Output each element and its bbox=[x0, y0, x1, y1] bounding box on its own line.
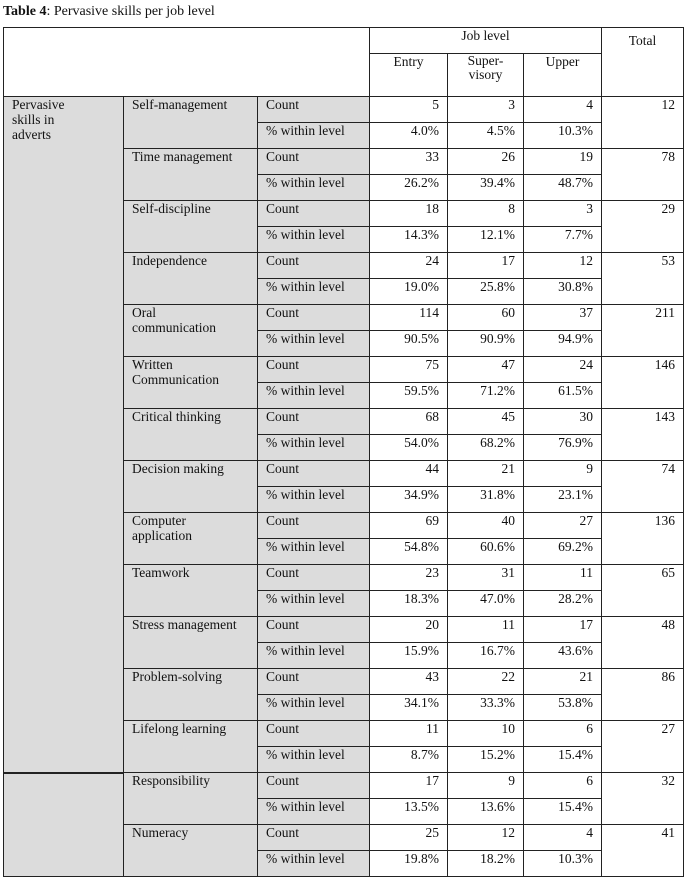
skill-label: Critical thinking bbox=[124, 409, 258, 461]
count-cell: 69 bbox=[370, 513, 448, 539]
count-cell: 75 bbox=[370, 357, 448, 383]
pct-cell: 18.3% bbox=[370, 591, 448, 617]
pct-cell: 69.2% bbox=[524, 539, 602, 565]
group-label bbox=[4, 773, 124, 877]
stat-label-count: Count bbox=[258, 513, 370, 539]
count-cell: 24 bbox=[524, 357, 602, 383]
pct-cell: 8.7% bbox=[370, 747, 448, 773]
header-level-upper: Upper bbox=[524, 54, 602, 97]
header-level-entry: Entry bbox=[370, 54, 448, 97]
total-cell: 146 bbox=[602, 357, 684, 409]
count-cell: 9 bbox=[524, 461, 602, 487]
stat-label-pct: % within level bbox=[258, 383, 370, 409]
count-cell: 68 bbox=[370, 409, 448, 435]
count-cell: 10 bbox=[448, 721, 524, 747]
pct-cell: 10.3% bbox=[524, 123, 602, 149]
count-cell: 43 bbox=[370, 669, 448, 695]
count-cell: 11 bbox=[524, 565, 602, 591]
pct-cell: 68.2% bbox=[448, 435, 524, 461]
pct-cell: 19.0% bbox=[370, 279, 448, 305]
table-body bbox=[4, 97, 684, 877]
stat-label-pct: % within level bbox=[258, 591, 370, 617]
count-cell: 4 bbox=[524, 825, 602, 851]
count-cell: 27 bbox=[524, 513, 602, 539]
stat-label-pct: % within level bbox=[258, 331, 370, 357]
skill-label: Problem-solving bbox=[124, 669, 258, 721]
caption-text: : Pervasive skills per job level bbox=[46, 4, 215, 19]
stat-label-pct: % within level bbox=[258, 123, 370, 149]
skills-table bbox=[3, 27, 684, 877]
total-cell: 53 bbox=[602, 253, 684, 305]
pct-cell: 90.5% bbox=[370, 331, 448, 357]
stat-label-pct: % within level bbox=[258, 643, 370, 669]
total-cell: 41 bbox=[602, 825, 684, 877]
total-cell: 74 bbox=[602, 461, 684, 513]
skill-label: Teamwork bbox=[124, 565, 258, 617]
pct-cell: 60.6% bbox=[448, 539, 524, 565]
pct-cell: 54.8% bbox=[370, 539, 448, 565]
count-cell: 45 bbox=[448, 409, 524, 435]
skill-label: Numeracy bbox=[124, 825, 258, 877]
total-cell: 136 bbox=[602, 513, 684, 565]
pct-cell: 48.7% bbox=[524, 175, 602, 201]
pct-cell: 15.4% bbox=[524, 799, 602, 825]
count-cell: 12 bbox=[448, 825, 524, 851]
stat-label-count: Count bbox=[258, 253, 370, 279]
pct-cell: 28.2% bbox=[524, 591, 602, 617]
skill-label: Self-discipline bbox=[124, 201, 258, 253]
pct-cell: 31.8% bbox=[448, 487, 524, 513]
pct-cell: 71.2% bbox=[448, 383, 524, 409]
count-cell: 60 bbox=[448, 305, 524, 331]
stat-label-count: Count bbox=[258, 721, 370, 747]
pct-cell: 43.6% bbox=[524, 643, 602, 669]
pct-cell: 61.5% bbox=[524, 383, 602, 409]
count-cell: 21 bbox=[448, 461, 524, 487]
stat-label-count: Count bbox=[258, 565, 370, 591]
pct-cell: 23.1% bbox=[524, 487, 602, 513]
pct-cell: 54.0% bbox=[370, 435, 448, 461]
total-cell: 211 bbox=[602, 305, 684, 357]
pct-cell: 7.7% bbox=[524, 227, 602, 253]
pct-cell: 4.0% bbox=[370, 123, 448, 149]
count-cell: 23 bbox=[370, 565, 448, 591]
pct-cell: 39.4% bbox=[448, 175, 524, 201]
count-cell: 3 bbox=[448, 97, 524, 123]
stat-label-pct: % within level bbox=[258, 227, 370, 253]
stat-label-count: Count bbox=[258, 357, 370, 383]
pct-cell: 47.0% bbox=[448, 591, 524, 617]
total-cell: 48 bbox=[602, 617, 684, 669]
group-label: Pervasive skills in adverts bbox=[4, 97, 124, 773]
count-cell: 4 bbox=[524, 97, 602, 123]
table-caption bbox=[3, 3, 215, 21]
count-cell: 5 bbox=[370, 97, 448, 123]
stat-label-pct: % within level bbox=[258, 799, 370, 825]
total-cell: 86 bbox=[602, 669, 684, 721]
header-total: Total bbox=[602, 28, 684, 97]
count-cell: 47 bbox=[448, 357, 524, 383]
count-cell: 17 bbox=[448, 253, 524, 279]
count-cell: 24 bbox=[370, 253, 448, 279]
stat-label-count: Count bbox=[258, 669, 370, 695]
stat-label-pct: % within level bbox=[258, 695, 370, 721]
stat-label-pct: % within level bbox=[258, 851, 370, 877]
stat-label-pct: % within level bbox=[258, 747, 370, 773]
count-cell: 22 bbox=[448, 669, 524, 695]
count-cell: 11 bbox=[370, 721, 448, 747]
pct-cell: 15.2% bbox=[448, 747, 524, 773]
count-cell: 40 bbox=[448, 513, 524, 539]
header-row-1 bbox=[4, 28, 684, 54]
stat-label-pct: % within level bbox=[258, 279, 370, 305]
count-cell: 11 bbox=[448, 617, 524, 643]
pct-cell: 30.8% bbox=[524, 279, 602, 305]
stat-label-count: Count bbox=[258, 409, 370, 435]
total-cell: 65 bbox=[602, 565, 684, 617]
count-cell: 3 bbox=[524, 201, 602, 227]
pct-cell: 10.3% bbox=[524, 851, 602, 877]
skill-label: Self-management bbox=[124, 97, 258, 149]
skill-label: Independence bbox=[124, 253, 258, 305]
stat-label-pct: % within level bbox=[258, 175, 370, 201]
stat-label-count: Count bbox=[258, 773, 370, 799]
count-cell: 21 bbox=[524, 669, 602, 695]
stat-label-count: Count bbox=[258, 305, 370, 331]
pct-cell: 13.6% bbox=[448, 799, 524, 825]
count-cell: 33 bbox=[370, 149, 448, 175]
skill-label: Written Communication bbox=[124, 357, 258, 409]
stat-label-count: Count bbox=[258, 97, 370, 123]
pct-cell: 19.8% bbox=[370, 851, 448, 877]
pct-cell: 13.5% bbox=[370, 799, 448, 825]
pct-cell: 15.9% bbox=[370, 643, 448, 669]
count-cell: 37 bbox=[524, 305, 602, 331]
header-blank bbox=[4, 28, 370, 97]
count-cell: 12 bbox=[524, 253, 602, 279]
total-cell: 32 bbox=[602, 773, 684, 825]
count-cell: 9 bbox=[448, 773, 524, 799]
count-cell: 25 bbox=[370, 825, 448, 851]
stat-label-pct: % within level bbox=[258, 487, 370, 513]
pct-cell: 59.5% bbox=[370, 383, 448, 409]
pct-cell: 14.3% bbox=[370, 227, 448, 253]
total-cell: 12 bbox=[602, 97, 684, 149]
count-cell: 18 bbox=[370, 201, 448, 227]
total-cell: 78 bbox=[602, 149, 684, 201]
pct-cell: 25.8% bbox=[448, 279, 524, 305]
count-cell: 19 bbox=[524, 149, 602, 175]
total-cell: 29 bbox=[602, 201, 684, 253]
count-cell: 6 bbox=[524, 773, 602, 799]
header-job-level: Job level bbox=[370, 28, 602, 54]
count-cell: 17 bbox=[370, 773, 448, 799]
count-cell: 20 bbox=[370, 617, 448, 643]
pct-cell: 15.4% bbox=[524, 747, 602, 773]
skill-label: Computer application bbox=[124, 513, 258, 565]
pct-cell: 4.5% bbox=[448, 123, 524, 149]
stat-label-pct: % within level bbox=[258, 539, 370, 565]
stat-label-pct: % within level bbox=[258, 435, 370, 461]
count-cell: 30 bbox=[524, 409, 602, 435]
count-cell: 31 bbox=[448, 565, 524, 591]
count-cell: 44 bbox=[370, 461, 448, 487]
skill-label: Lifelong learning bbox=[124, 721, 258, 773]
skill-label: Decision making bbox=[124, 461, 258, 513]
pct-cell: 33.3% bbox=[448, 695, 524, 721]
pct-cell: 53.8% bbox=[524, 695, 602, 721]
pct-cell: 18.2% bbox=[448, 851, 524, 877]
stat-label-count: Count bbox=[258, 201, 370, 227]
total-cell: 143 bbox=[602, 409, 684, 461]
count-cell: 8 bbox=[448, 201, 524, 227]
pct-cell: 16.7% bbox=[448, 643, 524, 669]
skill-label: Stress management bbox=[124, 617, 258, 669]
skill-label: Time management bbox=[124, 149, 258, 201]
skill-label: Responsibility bbox=[124, 773, 258, 825]
pct-cell: 90.9% bbox=[448, 331, 524, 357]
stat-label-count: Count bbox=[258, 461, 370, 487]
pct-cell: 26.2% bbox=[370, 175, 448, 201]
pct-cell: 12.1% bbox=[448, 227, 524, 253]
count-cell: 17 bbox=[524, 617, 602, 643]
pct-cell: 34.9% bbox=[370, 487, 448, 513]
skill-label: Oral communication bbox=[124, 305, 258, 357]
stat-label-count: Count bbox=[258, 149, 370, 175]
count-cell: 114 bbox=[370, 305, 448, 331]
count-cell: 6 bbox=[524, 721, 602, 747]
caption-label: Table 4 bbox=[3, 4, 47, 19]
stat-label-count: Count bbox=[258, 617, 370, 643]
pct-cell: 34.1% bbox=[370, 695, 448, 721]
stat-label-count: Count bbox=[258, 825, 370, 851]
header-level-supervisory: Super- visory bbox=[448, 54, 524, 97]
table-row bbox=[4, 97, 684, 123]
table-row bbox=[4, 773, 684, 799]
total-cell: 27 bbox=[602, 721, 684, 773]
pct-cell: 76.9% bbox=[524, 435, 602, 461]
pct-cell: 94.9% bbox=[524, 331, 602, 357]
count-cell: 26 bbox=[448, 149, 524, 175]
